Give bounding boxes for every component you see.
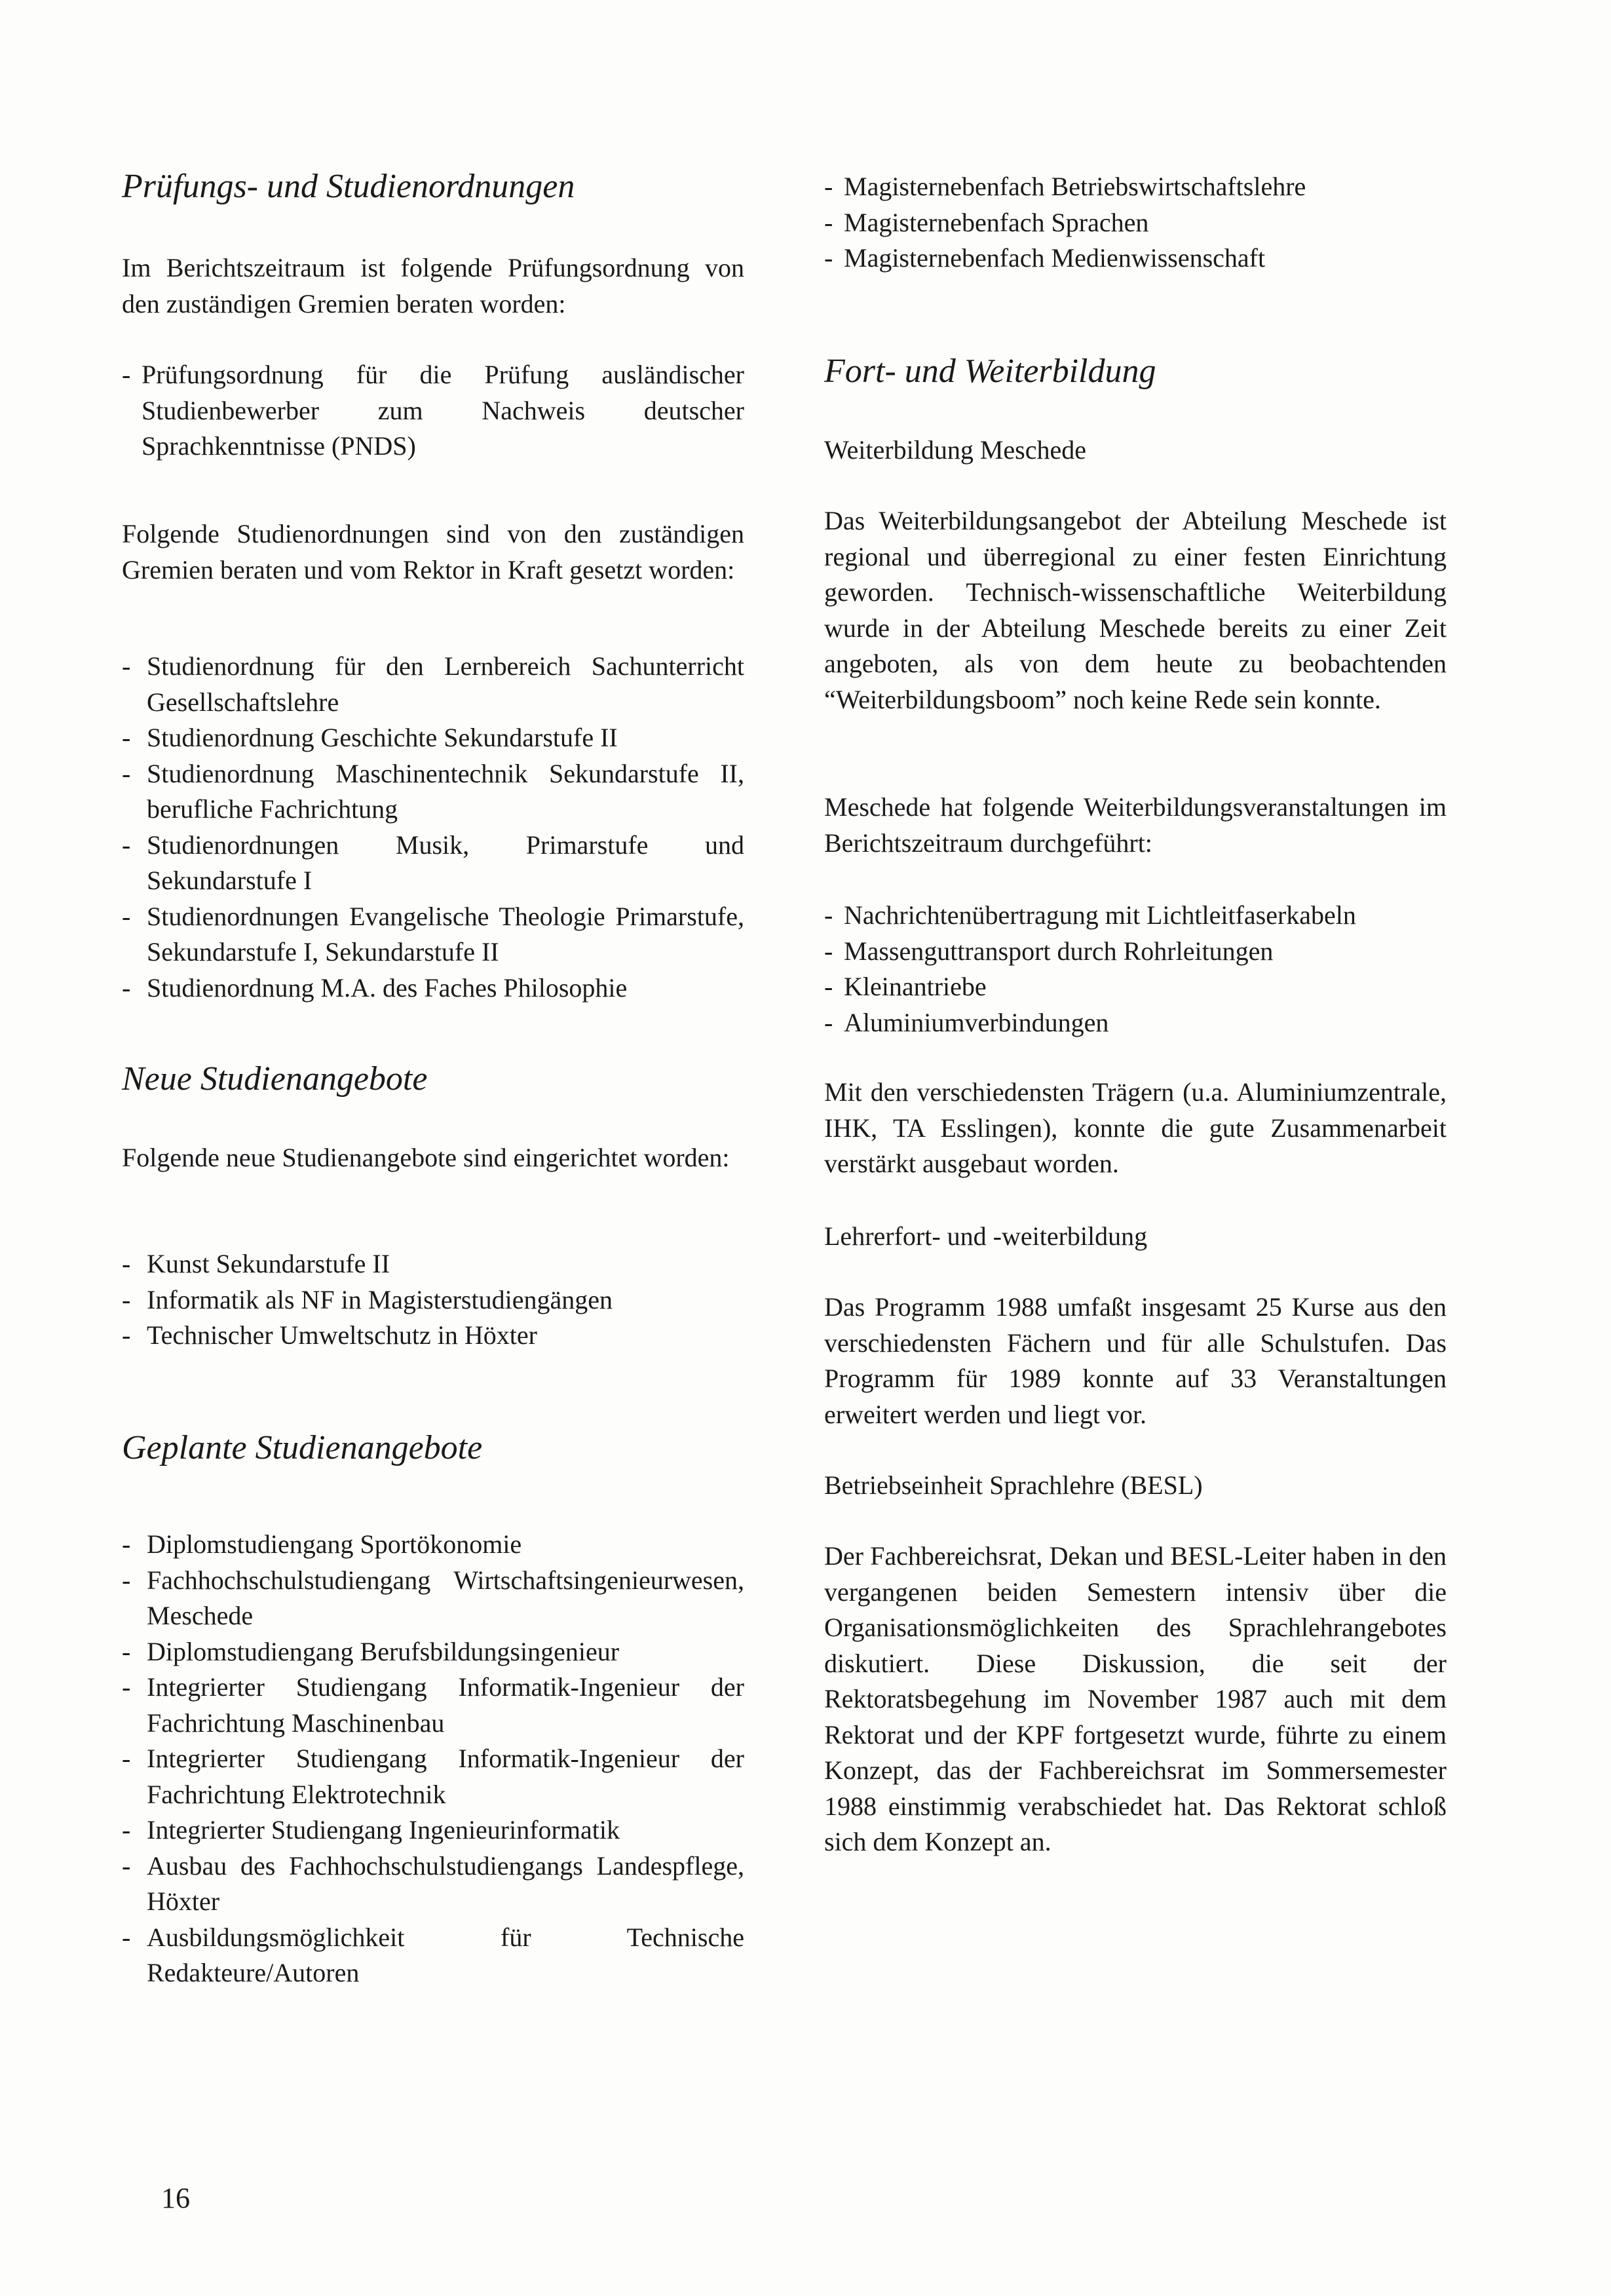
pruefung-intro: Im Berichtszeitraum ist folgende Prüfungsordnung von den zuständigen Gremien beraten worden: <box>122 253 744 318</box>
subheading-besl: Betriebseinheit Sprachlehre (BESL) <box>824 1470 1203 1500</box>
list-item: - Massenguttransport durch Rohrleitungen <box>824 936 1274 966</box>
list-item: - Fachhochschulstudiengang Wirtschaftsingenieurwesen, Meschede <box>122 1565 744 1630</box>
list-item: - Kleinantriebe <box>824 972 987 1001</box>
page-number: 16 <box>161 2182 190 2214</box>
heading-neue-studienangebote: Neue Studienangebote <box>122 1060 428 1098</box>
list-item: - Studienordnungen Evangelische Theologie Primarstufe, Sekundarstufe I, Sekundarstufe II <box>122 901 744 966</box>
weiterbildungsveranstaltungen-list <box>824 898 1447 1041</box>
list-item: - Studienordnung Maschinentechnik Sekundarstufe II, berufliche Fachrichtung <box>122 758 744 824</box>
subheading-weiterbildung-meschede: Weiterbildung Meschede <box>824 435 1086 465</box>
pruefungsordnung-list <box>122 357 744 465</box>
list-item: - Kunst Sekundarstufe II <box>122 1249 390 1278</box>
list-item: - Ausbildungsmöglichkeit für Technische Redakteure/Autoren <box>122 1922 744 1987</box>
traeger-paragraph: Mit den verschiedensten Trägern (u.a. Aluminiumzentrale, IHK, TA Esslingen), konnte die gute Zusammenarbeit verstärkt ausgebaut worden. <box>824 1077 1447 1178</box>
list-item: - Integrierter Studiengang Informatik-Ingenieur der Fachrichtung Elektrotechnik <box>122 1744 744 1809</box>
heading-pruefungs-studienordnungen: Prüfungs- und Studienordnungen <box>122 168 575 205</box>
list-item: - Prüfungsordnung für die Prüfung ausländischer Studienbewerber zum Nachweis deutscher Sprachkenntnisse (PNDS) <box>122 360 744 461</box>
magisternebenfach-list <box>824 169 1447 277</box>
geplante-studienangebote-list <box>122 1527 744 1991</box>
list-item: - Studienordnung Geschichte Sekundarstufe II <box>122 723 618 752</box>
heading-fort-weiterbildung: Fort- und Weiterbildung <box>824 353 1156 390</box>
neue-studienangebote-list <box>122 1246 744 1354</box>
list-item: - Nachrichtenübertragung mit Lichtleitfaserkabeln <box>824 900 1356 930</box>
list-item: - Studienordnungen Musik, Primarstufe und Sekundarstufe I <box>122 830 744 895</box>
subheading-lehrerfortbildung: Lehrerfort- und -weiterbildung <box>824 1221 1148 1251</box>
list-item: - Aluminiumverbindungen <box>824 1007 1109 1037</box>
list-item: - Diplomstudiengang Sportökonomie <box>122 1529 522 1559</box>
list-item: - Ausbau des Fachhochschulstudiengangs Landespflege, Höxter <box>122 1850 744 1916</box>
list-item: - Integrierter Studiengang Informatik-Ingenieur der Fachrichtung Maschinenbau <box>122 1672 744 1738</box>
studienordnungen-list <box>122 649 744 1006</box>
list-item: - Magisternebenfach Sprachen <box>824 207 1149 237</box>
veranstaltungen-intro: Meschede hat folgende Weiterbildungsveranstaltungen im Berichtszeitraum durchgeführt: <box>824 792 1447 858</box>
neue-intro: Folgende neue Studienangebote sind eingerichtet worden: <box>122 1143 730 1172</box>
list-item: - Studienordnung für den Lernbereich Sachunterricht Gesellschaftslehre <box>122 651 744 717</box>
studienordnungen-intro: Folgende Studienordnungen sind von den zuständigen Gremien beraten und vom Rektor in Kraft gesetzt worden: <box>122 519 744 584</box>
list-item: - Informatik als NF in Magisterstudiengängen <box>122 1284 613 1314</box>
list-item: - Integrierter Studiengang Ingenieurinformatik <box>122 1815 620 1845</box>
weiterbildung-paragraph: Das Weiterbildungsangebot der Abteilung Meschede ist regional und überregional zu einer festen Einrichtung geworden. Technisch-wissenschaftliche Weiterbildung wurde in der Abteilung Meschede bereits zu einer Zeit angeboten, als von dem heute zu beobachtenden “Weiterbildungsboom” noch keine Rede sein konnte. <box>824 506 1447 714</box>
heading-geplante-studienangebote: Geplante Studienangebote <box>122 1429 483 1466</box>
list-item: - Technischer Umweltschutz in Höxter <box>122 1320 537 1350</box>
list-item: - Magisternebenfach Medienwissenschaft <box>824 243 1266 273</box>
programm-paragraph: Das Programm 1988 umfaßt insgesamt 25 Kurse aus den verschiedensten Fächern und für alle Schulstufen. Das Programm für 1989 konnte auf 33 Veranstaltungen erweitert werden und liegt vor. <box>824 1292 1447 1429</box>
besl-paragraph: Der Fachbereichsrat, Dekan und BESL-Leiter haben in den vergangenen beiden Semestern intensiv über die Organisationsmöglichkeiten des Sprachlehrangebotes diskutiert. Diese Diskussion, die seit der Rektoratsbegehung im November 1987 auch mit dem Rektorat und der KPF fortgesetzt wurde, führte zu einem Konzept, das der Fachbereichsrat im Sommersemester 1988 einstimmig verabschiedet hat. Das Rektorat schloß sich dem Konzept an. <box>824 1541 1447 1856</box>
list-item: - Diplomstudiengang Berufsbildungsingenieur <box>122 1636 620 1666</box>
list-item: - Magisternebenfach Betriebswirtschaftslehre <box>824 172 1306 201</box>
list-item: - Studienordnung M.A. des Faches Philosophie <box>122 972 628 1003</box>
